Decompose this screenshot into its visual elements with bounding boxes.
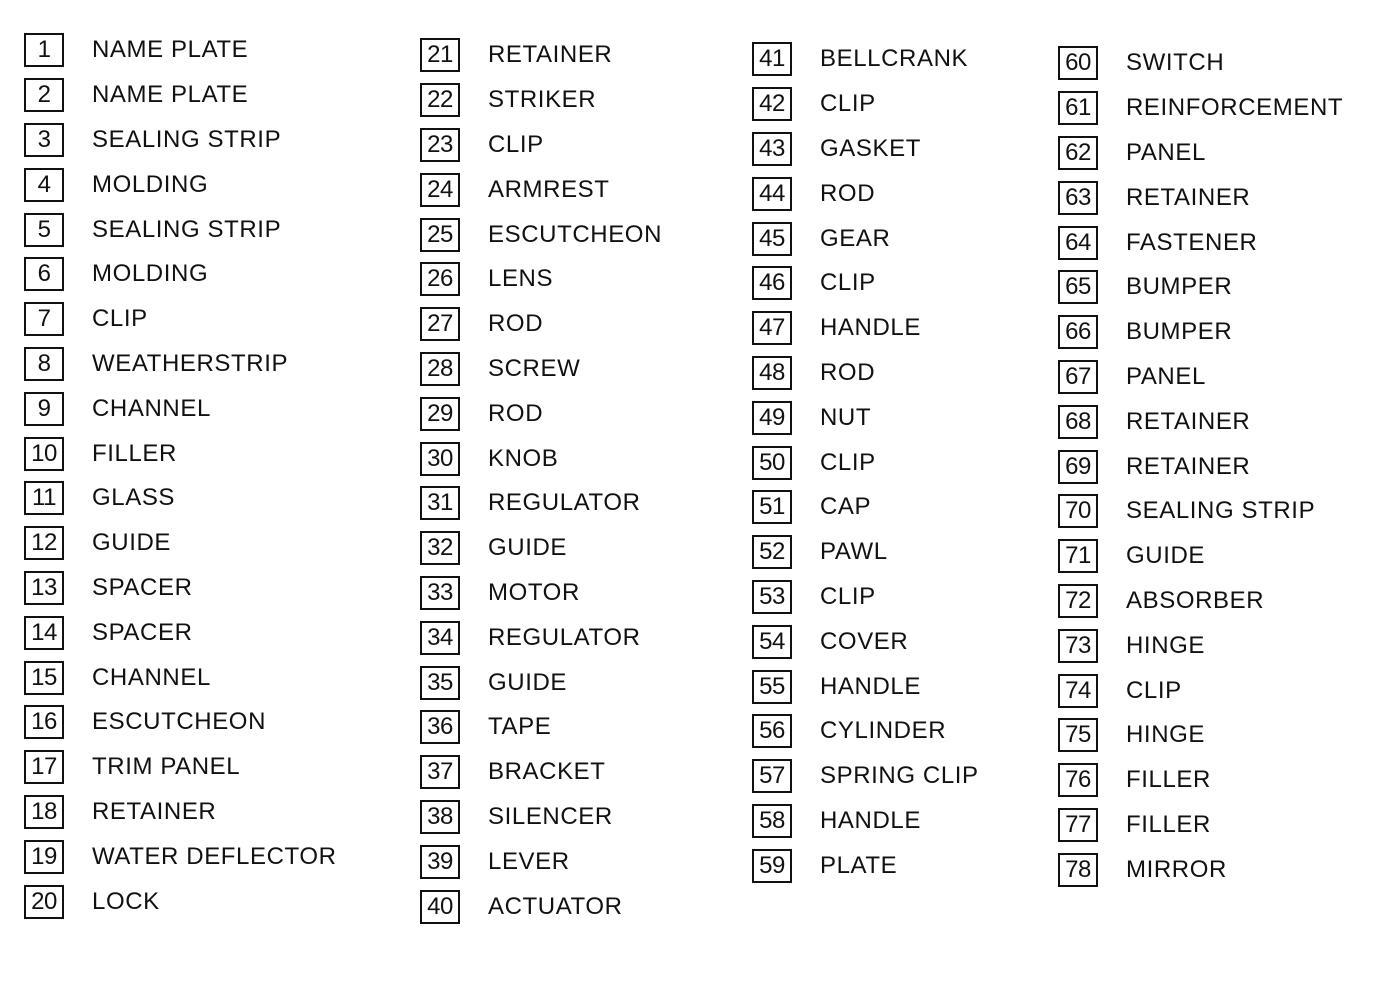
legend-entry	[420, 705, 750, 750]
part-number-box: 30	[420, 442, 460, 476]
part-name: CLIP	[1126, 676, 1182, 704]
part-name: ESCUTCHEON	[488, 220, 663, 248]
part-name: GUIDE	[488, 534, 568, 562]
legend-entry	[1058, 534, 1388, 579]
legend-entry	[752, 530, 1082, 575]
part-name: PAWL	[820, 538, 888, 566]
legend-entry	[752, 575, 1082, 620]
part-name: RETAINER	[92, 797, 217, 825]
part-number-box: 39	[420, 845, 460, 879]
part-number-box: 45	[752, 222, 792, 256]
part-number-box: 58	[752, 804, 792, 838]
part-number-box: 56	[752, 714, 792, 748]
legend-entry	[752, 619, 1082, 664]
part-name: SWITCH	[1126, 49, 1225, 77]
legend-entry	[420, 795, 750, 840]
part-number-box: 44	[752, 177, 792, 211]
legend-entry	[1058, 310, 1388, 355]
part-number-box: 31	[420, 486, 460, 520]
part-number-box: 42	[752, 87, 792, 121]
part-name: CYLINDER	[820, 717, 947, 745]
part-number-box: 40	[420, 890, 460, 924]
part-number-box: 52	[752, 535, 792, 569]
part-number-box: 41	[752, 42, 792, 76]
part-number-box: 27	[420, 307, 460, 341]
part-name: SPACER	[92, 618, 193, 646]
part-number-box: 19	[24, 840, 64, 874]
part-number-box: 32	[420, 531, 460, 565]
legend-entry	[1058, 803, 1388, 848]
part-name: FILLER	[1126, 810, 1211, 838]
part-number-box: 69	[1058, 450, 1098, 484]
part-number-box: 77	[1058, 808, 1098, 842]
part-number-box: 25	[420, 218, 460, 252]
legend-entry	[420, 123, 750, 168]
part-number-box: 73	[1058, 629, 1098, 663]
legend-entry	[420, 660, 750, 705]
legend-entry	[752, 754, 1082, 799]
legend-entry	[420, 481, 750, 526]
part-name: MIRROR	[1126, 855, 1227, 883]
part-name: TRIM PANEL	[92, 753, 241, 781]
legend-entry	[24, 342, 354, 387]
legend-entry	[752, 306, 1082, 351]
legend-entry	[1058, 579, 1388, 624]
legend-entry	[1058, 265, 1388, 310]
legend-entry	[24, 521, 354, 566]
legend-entry	[420, 347, 750, 392]
part-number-box: 14	[24, 616, 64, 650]
part-number-box: 24	[420, 173, 460, 207]
legend-entry	[1058, 444, 1388, 489]
part-number-box: 8	[24, 347, 64, 381]
part-number-box: 59	[752, 849, 792, 883]
legend-entry	[420, 615, 750, 660]
legend-entry	[1058, 41, 1388, 86]
part-number-box: 34	[420, 621, 460, 655]
part-name: REGULATOR	[488, 623, 641, 651]
part-name: NAME PLATE	[92, 81, 249, 109]
part-number-box: 51	[752, 490, 792, 524]
part-name: WATER DEFLECTOR	[92, 842, 337, 870]
part-number-box: 74	[1058, 674, 1098, 708]
part-name: MOLDING	[92, 260, 209, 288]
part-name: GLASS	[92, 484, 176, 512]
part-name: CLIP	[92, 305, 148, 333]
part-name: ROD	[488, 310, 544, 338]
part-number-box: 18	[24, 795, 64, 829]
part-name: TAPE	[488, 713, 552, 741]
part-number-box: 62	[1058, 136, 1098, 170]
part-number-box: 12	[24, 526, 64, 560]
part-number-box: 55	[752, 670, 792, 704]
part-name: LOCK	[92, 887, 160, 915]
part-number-box: 1	[24, 33, 64, 67]
legend-entry	[752, 843, 1082, 888]
legend-entry	[1058, 355, 1388, 400]
part-name: REINFORCEMENT	[1126, 94, 1344, 122]
legend-entry	[420, 302, 750, 347]
part-number-box: 10	[24, 437, 64, 471]
part-number-box: 61	[1058, 91, 1098, 125]
part-number-box: 29	[420, 397, 460, 431]
part-name: WEATHERSTRIP	[92, 349, 289, 377]
part-number-box: 17	[24, 750, 64, 784]
legend-entry	[24, 790, 354, 835]
legend-entry	[1058, 758, 1388, 803]
legend-entry	[420, 526, 750, 571]
part-number-box: 65	[1058, 270, 1098, 304]
legend-entry	[1058, 713, 1388, 758]
part-number-box: 3	[24, 123, 64, 157]
part-name: BRACKET	[488, 758, 606, 786]
part-number-box: 28	[420, 352, 460, 386]
legend-entry	[420, 257, 750, 302]
part-name: CLIP	[488, 130, 544, 158]
part-name: FILLER	[1126, 766, 1211, 794]
part-name: SEALING STRIP	[92, 125, 282, 153]
part-number-box: 72	[1058, 584, 1098, 618]
part-number-box: 54	[752, 625, 792, 659]
legend-entry	[1058, 399, 1388, 444]
part-name: REGULATOR	[488, 489, 641, 517]
part-name: GUIDE	[92, 529, 172, 557]
part-name: KNOB	[488, 444, 559, 472]
legend-entry	[420, 839, 750, 884]
part-name: PANEL	[1126, 138, 1206, 166]
part-number-box: 71	[1058, 539, 1098, 573]
part-number-box: 13	[24, 571, 64, 605]
legend-entry	[1058, 131, 1388, 176]
part-name: ROD	[820, 358, 876, 386]
legend-entry	[420, 571, 750, 616]
legend-entry	[24, 118, 354, 163]
part-number-box: 2	[24, 78, 64, 112]
part-number-box: 20	[24, 885, 64, 919]
part-name: SPRING CLIP	[820, 762, 979, 790]
part-name: ABSORBER	[1126, 586, 1265, 614]
legend-entry	[420, 167, 750, 212]
legend-column-4	[1058, 41, 1388, 892]
legend-entry	[752, 485, 1082, 530]
part-name: COVER	[820, 627, 909, 655]
legend-entry	[24, 386, 354, 431]
legend-entry	[420, 78, 750, 123]
legend-entry	[24, 834, 354, 879]
legend-entry	[24, 879, 354, 924]
part-name: RETAINER	[488, 41, 613, 69]
legend-entry	[24, 431, 354, 476]
part-name: SEALING STRIP	[92, 215, 282, 243]
part-number-box: 66	[1058, 315, 1098, 349]
part-name: HINGE	[1126, 631, 1206, 659]
legend-entry	[752, 664, 1082, 709]
part-number-box: 49	[752, 401, 792, 435]
part-name: ROD	[820, 179, 876, 207]
part-name: SPACER	[92, 573, 193, 601]
part-name: HANDLE	[820, 806, 921, 834]
part-name: HINGE	[1126, 721, 1206, 749]
part-number-box: 38	[420, 800, 460, 834]
part-name: GEAR	[820, 224, 891, 252]
part-name: FILLER	[92, 439, 177, 467]
legend-entry	[752, 216, 1082, 261]
part-name: ACTUATOR	[488, 892, 623, 920]
legend-entry	[752, 261, 1082, 306]
part-number-box: 46	[752, 266, 792, 300]
part-name: NAME PLATE	[92, 36, 249, 64]
legend-entry	[752, 395, 1082, 440]
legend-entry	[24, 745, 354, 790]
part-name: NUT	[820, 403, 872, 431]
part-name: PANEL	[1126, 362, 1206, 390]
legend-entry	[24, 655, 354, 700]
part-name: CHANNEL	[92, 394, 211, 422]
legend-entry	[24, 252, 354, 297]
part-name: LENS	[488, 265, 554, 293]
legend-entry	[24, 297, 354, 342]
legend-entry	[420, 33, 750, 78]
part-number-box: 11	[24, 481, 64, 515]
part-number-box: 48	[752, 356, 792, 390]
part-number-box: 7	[24, 302, 64, 336]
part-number-box: 5	[24, 213, 64, 247]
part-name: MOLDING	[92, 170, 209, 198]
legend-column-1	[24, 28, 354, 924]
part-name: CLIP	[820, 582, 876, 610]
legend-entry	[420, 750, 750, 795]
legend-entry	[24, 28, 354, 73]
part-name: SCREW	[488, 354, 581, 382]
part-name: BUMPER	[1126, 273, 1233, 301]
part-number-box: 15	[24, 661, 64, 695]
part-name: LEVER	[488, 847, 570, 875]
part-name: STRIKER	[488, 86, 597, 114]
part-name: ESCUTCHEON	[92, 708, 267, 736]
legend-entry	[752, 171, 1082, 216]
part-number-box: 33	[420, 576, 460, 610]
part-number-box: 43	[752, 132, 792, 166]
legend-column-3	[752, 37, 1082, 888]
part-number-box: 36	[420, 710, 460, 744]
part-number-box: 22	[420, 83, 460, 117]
legend-entry	[1058, 668, 1388, 713]
part-name: FASTENER	[1126, 228, 1258, 256]
part-name: BUMPER	[1126, 318, 1233, 346]
part-number-box: 68	[1058, 405, 1098, 439]
part-number-box: 9	[24, 392, 64, 426]
part-name: CHANNEL	[92, 663, 211, 691]
part-name: RETAINER	[1126, 183, 1251, 211]
legend-entry	[420, 884, 750, 929]
part-name: CLIP	[820, 90, 876, 118]
legend-entry	[24, 162, 354, 207]
legend-entry	[1058, 489, 1388, 534]
part-name: SILENCER	[488, 802, 613, 830]
part-number-box: 64	[1058, 226, 1098, 260]
legend-entry	[1058, 847, 1388, 892]
part-number-box: 75	[1058, 718, 1098, 752]
part-number-box: 76	[1058, 763, 1098, 797]
part-name: HANDLE	[820, 314, 921, 342]
part-name: RETAINER	[1126, 407, 1251, 435]
part-number-box: 37	[420, 755, 460, 789]
part-number-box: 6	[24, 257, 64, 291]
part-number-box: 23	[420, 128, 460, 162]
part-number-box: 4	[24, 168, 64, 202]
part-number-box: 78	[1058, 853, 1098, 887]
legend-entry	[1058, 220, 1388, 265]
part-number-box: 67	[1058, 360, 1098, 394]
legend-entry	[752, 37, 1082, 82]
legend-entry	[752, 127, 1082, 172]
part-name: SEALING STRIP	[1126, 497, 1316, 525]
part-number-box: 70	[1058, 494, 1098, 528]
legend-entry	[24, 73, 354, 118]
part-name: HANDLE	[820, 672, 921, 700]
part-number-box: 50	[752, 446, 792, 480]
part-number-box: 26	[420, 262, 460, 296]
legend-entry	[1058, 86, 1388, 131]
legend-entry	[752, 440, 1082, 485]
legend-entry	[752, 799, 1082, 844]
legend-column-2	[420, 33, 750, 929]
part-name: GUIDE	[488, 668, 568, 696]
legend-entry	[752, 709, 1082, 754]
legend-entry	[420, 212, 750, 257]
part-name: RETAINER	[1126, 452, 1251, 480]
part-number-box: 35	[420, 666, 460, 700]
part-name: MOTOR	[488, 578, 580, 606]
legend-entry	[24, 207, 354, 252]
part-name: GASKET	[820, 134, 921, 162]
part-number-box: 63	[1058, 181, 1098, 215]
part-name: CLIP	[820, 448, 876, 476]
legend-entry	[420, 436, 750, 481]
part-number-box: 47	[752, 311, 792, 345]
legend-entry	[1058, 175, 1388, 220]
legend-entry	[24, 476, 354, 521]
part-number-box: 57	[752, 759, 792, 793]
part-name: CLIP	[820, 269, 876, 297]
legend-entry	[752, 82, 1082, 127]
part-number-box: 53	[752, 580, 792, 614]
part-number-box: 16	[24, 705, 64, 739]
legend-entry	[1058, 623, 1388, 668]
part-number-box: 21	[420, 38, 460, 72]
part-name: ROD	[488, 399, 544, 427]
part-name: ARMREST	[488, 175, 610, 203]
legend-entry	[24, 566, 354, 611]
legend-entry	[752, 351, 1082, 396]
legend-entry	[24, 700, 354, 745]
part-name: BELLCRANK	[820, 45, 969, 73]
part-name: PLATE	[820, 851, 898, 879]
part-name: CAP	[820, 493, 872, 521]
legend-entry	[24, 610, 354, 655]
part-number-box: 60	[1058, 46, 1098, 80]
legend-entry	[420, 391, 750, 436]
part-name: GUIDE	[1126, 542, 1206, 570]
